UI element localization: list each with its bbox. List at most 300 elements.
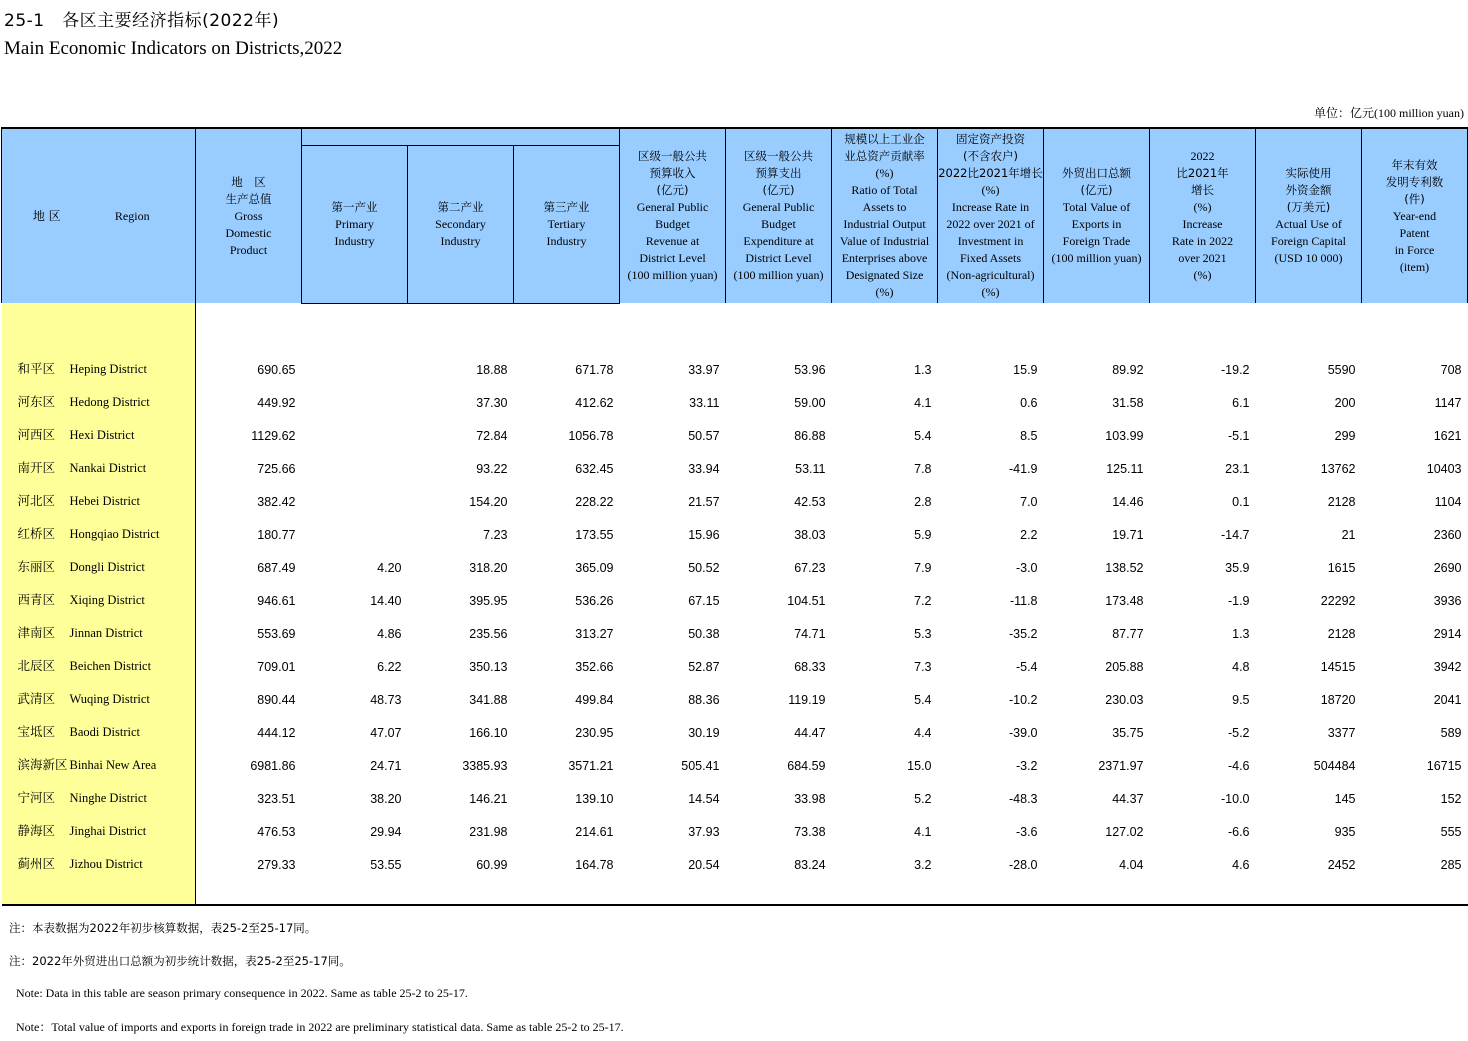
cell-primary: 4.20 bbox=[377, 560, 402, 575]
header-line: Domestic bbox=[225, 225, 272, 240]
cell-exports: 127.02 bbox=[1105, 824, 1144, 839]
header-gdp bbox=[196, 128, 302, 303]
cell-revenue: 67.15 bbox=[688, 593, 720, 608]
cell-revenue: 33.11 bbox=[689, 395, 720, 410]
cell-gdp: 553.69 bbox=[257, 626, 296, 641]
header-line: 预算收入 bbox=[649, 166, 696, 180]
header-line: (100 million yuan) bbox=[1051, 251, 1142, 265]
region-cn: 南开区 bbox=[2, 444, 70, 477]
header-asset-ratio bbox=[832, 128, 938, 303]
cell-secondary: 166.10 bbox=[469, 725, 508, 740]
cell-tertiary: 228.22 bbox=[575, 494, 614, 509]
header-line: Total Value of bbox=[1062, 200, 1131, 214]
table-row bbox=[2, 840, 1468, 873]
header-line: (亿元) bbox=[656, 183, 689, 197]
header-line: Budget bbox=[655, 217, 690, 231]
cell-expenditure: 86.88 bbox=[794, 428, 826, 443]
header-line: Industry bbox=[334, 233, 375, 248]
cell-expenditure: 684.59 bbox=[787, 758, 826, 773]
cell-tertiary: 365.09 bbox=[575, 560, 614, 575]
cell-foreign-capital: 22292 bbox=[1320, 593, 1356, 608]
cell-revenue: 33.94 bbox=[688, 461, 720, 476]
header-line: 实际使用 bbox=[1285, 166, 1332, 180]
cell-patents: 2360 bbox=[1433, 527, 1462, 542]
cell-patents: 2041 bbox=[1433, 692, 1462, 707]
header-line: (亿元) bbox=[762, 183, 795, 197]
cell-revenue: 15.96 bbox=[688, 527, 720, 542]
cell-secondary: 350.13 bbox=[469, 659, 508, 674]
region-cn: 红桥区 bbox=[2, 510, 70, 543]
cell-investment: -10.2 bbox=[1009, 692, 1038, 707]
header-line: Industry bbox=[440, 233, 481, 248]
region-en: Jinnan District bbox=[70, 609, 196, 642]
header-patents bbox=[1362, 128, 1468, 303]
cell-expenditure: 59.00 bbox=[794, 395, 826, 410]
header-line: Investment in bbox=[957, 234, 1024, 248]
cell-ratio: 5.2 bbox=[914, 791, 932, 806]
cell-gdp: 323.51 bbox=[257, 791, 296, 806]
cell-tertiary: 499.84 bbox=[575, 692, 614, 707]
header-line: 外资金额 bbox=[1285, 183, 1332, 197]
note-3: Note: Data in this table are season primary consequence in 2022. Same as table 25-2 to 25-17. bbox=[16, 986, 468, 1000]
cell-exports: 31.58 bbox=[1112, 395, 1144, 410]
cell-exports: 173.48 bbox=[1105, 593, 1144, 608]
cell-ratio: 7.9 bbox=[914, 560, 932, 575]
cell-exports: 35.75 bbox=[1112, 725, 1144, 740]
cell-gdp: 687.49 bbox=[257, 560, 296, 575]
cell-revenue: 50.57 bbox=[688, 428, 720, 443]
header-line: Ratio of Total bbox=[851, 183, 918, 197]
region-cn: 静海区 bbox=[2, 807, 70, 840]
cell-patents: 555 bbox=[1440, 824, 1462, 839]
cell-gdp: 1129.62 bbox=[251, 428, 296, 443]
cell-secondary: 231.98 bbox=[469, 824, 508, 839]
cell-primary: 47.07 bbox=[370, 725, 402, 740]
region-en: Baodi District bbox=[70, 708, 196, 741]
cell-exports: 19.71 bbox=[1112, 527, 1144, 542]
region-cn: 河西区 bbox=[2, 411, 70, 444]
cell-exports: 89.92 bbox=[1112, 362, 1144, 377]
cell-export-growth: 4.6 bbox=[1232, 857, 1250, 872]
header-line: (100 million yuan) bbox=[627, 268, 718, 282]
region-en: Wuqing District bbox=[70, 675, 196, 708]
cell-foreign-capital: 504484 bbox=[1313, 758, 1356, 773]
cell-ratio: 4.1 bbox=[914, 395, 932, 410]
table-row bbox=[2, 708, 1468, 741]
table-row bbox=[2, 477, 1468, 510]
region-en: Heping District bbox=[70, 345, 196, 378]
header-line: Gross bbox=[234, 208, 263, 223]
cell-expenditure: 119.19 bbox=[788, 692, 826, 707]
header-line: 地 区 bbox=[231, 174, 266, 189]
table-row bbox=[2, 576, 1468, 609]
cell-investment: -39.0 bbox=[1009, 725, 1038, 740]
region-en: Jinghai District bbox=[70, 807, 196, 840]
cell-gdp: 449.92 bbox=[257, 395, 296, 410]
cell-investment: -3.2 bbox=[1015, 758, 1038, 773]
cell-revenue: 14.54 bbox=[688, 791, 720, 806]
header-line: Industrial Output bbox=[843, 217, 926, 231]
region-en: Ninghe District bbox=[70, 774, 196, 807]
cell-primary: 29.94 bbox=[370, 824, 402, 839]
header-line: (%) bbox=[875, 166, 894, 180]
cell-revenue: 20.54 bbox=[688, 857, 720, 872]
cell-patents: 2914 bbox=[1433, 626, 1462, 641]
header-line: over 2021 bbox=[1178, 251, 1227, 265]
cell-revenue: 37.93 bbox=[688, 824, 720, 839]
cell-foreign-capital: 2452 bbox=[1327, 857, 1356, 872]
cell-export-growth: 23.1 bbox=[1225, 461, 1250, 476]
table-row bbox=[2, 675, 1468, 708]
table-row bbox=[2, 609, 1468, 642]
cell-revenue: 505.41 bbox=[681, 758, 720, 773]
cell-patents: 152 bbox=[1440, 791, 1462, 806]
table-row bbox=[2, 774, 1468, 807]
cell-ratio: 5.3 bbox=[914, 626, 932, 641]
header-line: 2022比2021年增长 bbox=[938, 166, 1043, 180]
cell-foreign-capital: 145 bbox=[1334, 791, 1356, 806]
table-row bbox=[2, 642, 1468, 675]
header-revenue bbox=[620, 128, 726, 303]
header-region-cn: 地 区 bbox=[2, 128, 70, 303]
note-2: 注：2022年外贸进出口总额为初步统计数据，表25-2至25-17同。 bbox=[9, 954, 351, 968]
cell-export-growth: -4.6 bbox=[1227, 758, 1250, 773]
cell-export-growth: 35.9 bbox=[1225, 560, 1250, 575]
cell-patents: 1104 bbox=[1434, 494, 1462, 509]
cell-tertiary: 313.27 bbox=[575, 626, 614, 641]
table-row bbox=[2, 378, 1468, 411]
header-line: Increase bbox=[1182, 217, 1223, 231]
header-line: 外贸出口总额 bbox=[1062, 166, 1132, 180]
note-1: 注：本表数据为2022年初步核算数据，表25-2至25-17同。 bbox=[9, 921, 317, 935]
cell-foreign-capital: 14515 bbox=[1320, 659, 1356, 674]
cell-exports: 103.99 bbox=[1105, 428, 1144, 443]
table-row bbox=[2, 411, 1468, 444]
cell-primary: 14.40 bbox=[370, 593, 402, 608]
header-line: (万美元) bbox=[1286, 200, 1331, 214]
cell-secondary: 37.30 bbox=[476, 395, 508, 410]
cell-ratio: 7.3 bbox=[914, 659, 932, 674]
economic-indicators-table bbox=[1, 127, 1468, 906]
cell-primary: 38.20 bbox=[370, 791, 402, 806]
region-cn: 宁河区 bbox=[2, 774, 70, 807]
region-cn: 北辰区 bbox=[2, 642, 70, 675]
cell-secondary: 93.22 bbox=[476, 461, 508, 476]
table-row bbox=[2, 543, 1468, 576]
header-line: Actual Use of bbox=[1275, 217, 1342, 231]
cell-patents: 708 bbox=[1440, 362, 1462, 377]
cell-primary bbox=[302, 477, 408, 510]
region-en: Hedong District bbox=[70, 378, 196, 411]
header-line: (item) bbox=[1399, 259, 1430, 274]
cell-revenue: 50.38 bbox=[688, 626, 720, 641]
cell-ratio: 7.8 bbox=[914, 461, 932, 476]
region-cn: 和平区 bbox=[2, 345, 70, 378]
header-line: Designated Size bbox=[845, 268, 924, 282]
cell-ratio: 5.4 bbox=[914, 692, 932, 707]
cell-tertiary: 412.62 bbox=[575, 395, 614, 410]
header-tertiary bbox=[514, 145, 620, 303]
region-en: Hebei District bbox=[70, 477, 196, 510]
header-line: Secondary bbox=[435, 216, 486, 231]
cell-export-growth: 9.5 bbox=[1232, 692, 1250, 707]
table-row bbox=[2, 510, 1468, 543]
header-line: 区级一般公共 bbox=[638, 149, 708, 163]
region-cn: 津南区 bbox=[2, 609, 70, 642]
header-line: Tertiary bbox=[547, 216, 586, 231]
cell-gdp: 946.61 bbox=[257, 593, 296, 608]
header-line: 区级一般公共 bbox=[744, 149, 814, 163]
header-foreign-capital bbox=[1256, 128, 1362, 303]
cell-patents: 3942 bbox=[1433, 659, 1462, 674]
header-line: Patent bbox=[1399, 225, 1430, 240]
cell-foreign-capital: 1615 bbox=[1327, 560, 1356, 575]
cell-foreign-capital: 13762 bbox=[1320, 461, 1356, 476]
cell-investment: -3.6 bbox=[1015, 824, 1038, 839]
header-line: 年末有效 bbox=[1391, 157, 1438, 172]
cell-export-growth: 6.1 bbox=[1232, 395, 1250, 410]
cell-primary bbox=[302, 444, 408, 477]
header-line: 2022 over 2021 of bbox=[946, 217, 1035, 231]
header-line: Foreign Trade bbox=[1062, 234, 1131, 248]
region-cn: 东丽区 bbox=[2, 543, 70, 576]
cell-expenditure: 33.98 bbox=[794, 791, 826, 806]
cell-tertiary: 164.78 bbox=[575, 857, 614, 872]
header-line: (Non-agricultural) bbox=[946, 268, 1035, 282]
cell-investment: 2.2 bbox=[1020, 527, 1038, 542]
header-line: Assets to bbox=[862, 200, 907, 214]
cell-foreign-capital: 18720 bbox=[1320, 692, 1356, 707]
header-line: (件) bbox=[1404, 191, 1425, 206]
header-industry-group bbox=[302, 128, 620, 145]
cell-tertiary: 671.78 bbox=[575, 362, 614, 377]
table-row bbox=[2, 807, 1468, 840]
cell-export-growth: 0.1 bbox=[1232, 494, 1250, 509]
cell-export-growth: -19.2 bbox=[1221, 362, 1250, 377]
header-line: 第一产业 bbox=[331, 199, 378, 214]
region-en: Beichen District bbox=[70, 642, 196, 675]
cell-exports: 230.03 bbox=[1105, 692, 1144, 707]
cell-foreign-capital: 935 bbox=[1334, 824, 1356, 839]
cell-investment: -3.0 bbox=[1015, 560, 1038, 575]
cell-ratio: 3.2 bbox=[914, 857, 932, 872]
cell-gdp: 709.01 bbox=[257, 659, 296, 674]
header-line: Value of Industrial bbox=[839, 234, 930, 248]
cell-ratio: 4.4 bbox=[914, 725, 932, 740]
cell-expenditure: 38.03 bbox=[794, 527, 826, 542]
cell-secondary: 60.99 bbox=[476, 857, 508, 872]
cell-secondary: 3385.93 bbox=[462, 758, 508, 773]
header-line: Expenditure at bbox=[743, 234, 814, 248]
header-line: Rate in 2022 bbox=[1171, 234, 1234, 248]
header-line: Budget bbox=[761, 217, 796, 231]
cell-gdp: 476.53 bbox=[257, 824, 296, 839]
cell-tertiary: 3571.21 bbox=[568, 758, 614, 773]
header-line: District Level bbox=[639, 251, 706, 265]
header-investment bbox=[938, 128, 1044, 303]
header-region-en: Region bbox=[70, 128, 196, 303]
cell-tertiary: 173.55 bbox=[575, 527, 614, 542]
header-line: (不含农户) bbox=[963, 149, 1018, 163]
header-line: 预算支出 bbox=[755, 166, 802, 180]
region-cn: 滨海新区 bbox=[2, 741, 70, 774]
header-line: (亿元) bbox=[1080, 183, 1113, 197]
cell-ratio: 5.9 bbox=[914, 527, 932, 542]
header-export-growth bbox=[1150, 128, 1256, 303]
region-cn: 西青区 bbox=[2, 576, 70, 609]
header-line: District Level bbox=[745, 251, 812, 265]
cell-gdp: 279.33 bbox=[257, 857, 296, 872]
region-en: Nankai District bbox=[70, 444, 196, 477]
cell-revenue: 30.19 bbox=[688, 725, 720, 740]
cell-exports: 4.04 bbox=[1119, 857, 1144, 872]
cell-gdp: 6981.86 bbox=[250, 758, 296, 773]
cell-exports: 14.46 bbox=[1112, 494, 1144, 509]
cell-patents: 10403 bbox=[1426, 461, 1462, 476]
cell-tertiary: 139.10 bbox=[575, 791, 614, 806]
cell-export-growth: -5.2 bbox=[1227, 725, 1250, 740]
header-line: 2022 bbox=[1190, 149, 1215, 163]
cell-expenditure: 68.33 bbox=[794, 659, 826, 674]
cell-revenue: 52.87 bbox=[688, 659, 720, 674]
page-title-en: Main Economic Indicators on Districts,2022 bbox=[4, 38, 343, 59]
header-line: Foreign Capital bbox=[1271, 234, 1347, 248]
cell-investment: -48.3 bbox=[1009, 791, 1038, 806]
cell-investment: -35.2 bbox=[1009, 626, 1038, 641]
table-row bbox=[2, 345, 1468, 378]
cell-ratio: 7.2 bbox=[914, 593, 932, 608]
region-en: Jizhou District bbox=[70, 840, 196, 873]
cell-export-growth: -5.1 bbox=[1227, 428, 1250, 443]
header-line: General Public bbox=[636, 200, 709, 214]
cell-ratio: 5.4 bbox=[914, 428, 932, 443]
cell-gdp: 180.77 bbox=[257, 527, 296, 542]
cell-ratio: 1.3 bbox=[914, 362, 932, 377]
header-expenditure bbox=[726, 128, 832, 303]
cell-tertiary: 230.95 bbox=[575, 725, 614, 740]
header-line: Revenue at bbox=[645, 234, 700, 248]
cell-export-growth: 4.8 bbox=[1232, 659, 1250, 674]
table-row bbox=[2, 741, 1468, 774]
header-line: 比2021年 bbox=[1176, 166, 1229, 180]
cell-foreign-capital: 200 bbox=[1334, 395, 1356, 410]
cell-gdp: 890.44 bbox=[257, 692, 296, 707]
header-line: Exports in bbox=[1071, 217, 1122, 231]
cell-patents: 589 bbox=[1440, 725, 1462, 740]
cell-revenue: 88.36 bbox=[688, 692, 720, 707]
cell-investment: -5.4 bbox=[1015, 659, 1038, 674]
header-line: 发明专利数 bbox=[1385, 174, 1444, 189]
cell-foreign-capital: 2128 bbox=[1327, 626, 1356, 641]
cell-primary: 24.71 bbox=[370, 758, 402, 773]
cell-ratio: 4.1 bbox=[914, 824, 932, 839]
cell-expenditure: 73.38 bbox=[794, 824, 826, 839]
header-secondary bbox=[408, 145, 514, 303]
cell-exports: 205.88 bbox=[1105, 659, 1144, 674]
cell-primary: 4.86 bbox=[377, 626, 402, 641]
header-line: (100 million yuan) bbox=[733, 268, 824, 282]
region-cn: 宝坻区 bbox=[2, 708, 70, 741]
header-line: (%) bbox=[1193, 268, 1212, 282]
cell-secondary: 146.21 bbox=[469, 791, 508, 806]
cell-tertiary: 632.45 bbox=[575, 461, 614, 476]
cell-gdp: 444.12 bbox=[257, 725, 296, 740]
cell-expenditure: 104.51 bbox=[787, 593, 826, 608]
cell-foreign-capital: 3377 bbox=[1327, 725, 1356, 740]
cell-patents: 1621 bbox=[1433, 428, 1462, 443]
cell-foreign-capital: 5590 bbox=[1327, 362, 1356, 377]
cell-investment: -11.8 bbox=[1009, 593, 1038, 608]
header-line: 固定资产投资 bbox=[956, 132, 1026, 146]
cell-foreign-capital: 21 bbox=[1341, 527, 1356, 542]
cell-foreign-capital: 2128 bbox=[1327, 494, 1356, 509]
cell-tertiary: 214.61 bbox=[575, 824, 614, 839]
cell-revenue: 50.52 bbox=[688, 560, 720, 575]
header-exports bbox=[1044, 128, 1150, 303]
cell-patents: 16715 bbox=[1426, 758, 1462, 773]
cell-tertiary: 352.66 bbox=[575, 659, 614, 674]
cell-investment: -28.0 bbox=[1009, 857, 1038, 872]
cell-expenditure: 44.47 bbox=[794, 725, 826, 740]
cell-export-growth: -1.9 bbox=[1227, 593, 1250, 608]
region-cn: 河北区 bbox=[2, 477, 70, 510]
cell-primary bbox=[302, 510, 408, 543]
cell-investment: 8.5 bbox=[1020, 428, 1038, 443]
header-line: Enterprises above bbox=[841, 251, 928, 265]
cell-secondary: 18.88 bbox=[476, 362, 508, 377]
page-title-cn: 25-1 各区主要经济指标(2022年) bbox=[4, 11, 280, 31]
cell-foreign-capital: 299 bbox=[1334, 428, 1356, 443]
header-line: (%) bbox=[1193, 200, 1212, 214]
cell-expenditure: 83.24 bbox=[794, 857, 826, 872]
region-cn: 蓟州区 bbox=[2, 840, 70, 873]
header-line: 生产总值 bbox=[225, 191, 272, 206]
cell-revenue: 21.57 bbox=[688, 494, 720, 509]
cell-primary: 6.22 bbox=[377, 659, 402, 674]
header-line: Product bbox=[229, 242, 268, 257]
header-line: in Force bbox=[1394, 242, 1435, 257]
header-line: Fixed Assets bbox=[960, 251, 1022, 265]
cell-gdp: 725.66 bbox=[257, 461, 296, 476]
header-line: 第二产业 bbox=[437, 199, 484, 214]
region-cn: 武清区 bbox=[2, 675, 70, 708]
region-en: Dongli District bbox=[70, 543, 196, 576]
table-row bbox=[2, 444, 1468, 477]
cell-primary: 48.73 bbox=[370, 692, 402, 707]
cell-export-growth: 1.3 bbox=[1232, 626, 1250, 641]
header-line: 第三产业 bbox=[543, 199, 590, 214]
cell-secondary: 318.20 bbox=[469, 560, 508, 575]
header-line: 规模以上工业企 bbox=[844, 132, 925, 146]
cell-secondary: 7.23 bbox=[483, 527, 508, 542]
cell-investment: -41.9 bbox=[1009, 461, 1038, 476]
cell-patents: 3936 bbox=[1433, 593, 1462, 608]
cell-expenditure: 67.23 bbox=[794, 560, 826, 575]
cell-secondary: 341.88 bbox=[469, 692, 508, 707]
cell-revenue: 33.97 bbox=[688, 362, 720, 377]
cell-exports: 2371.97 bbox=[1098, 758, 1144, 773]
cell-patents: 1147 bbox=[1434, 395, 1462, 410]
header-line: Industry bbox=[546, 233, 587, 248]
cell-patents: 2690 bbox=[1433, 560, 1462, 575]
note-4: Note：Total value of imports and exports in foreign trade in 2022 are preliminary statistical data. Same as table 25-2 to 25-17. bbox=[16, 1020, 624, 1034]
cell-primary bbox=[302, 378, 408, 411]
header-line: (%) bbox=[981, 285, 1000, 299]
cell-primary bbox=[302, 411, 408, 444]
region-en: Hexi District bbox=[70, 411, 196, 444]
region-cn: 河东区 bbox=[2, 378, 70, 411]
cell-expenditure: 74.71 bbox=[794, 626, 826, 641]
